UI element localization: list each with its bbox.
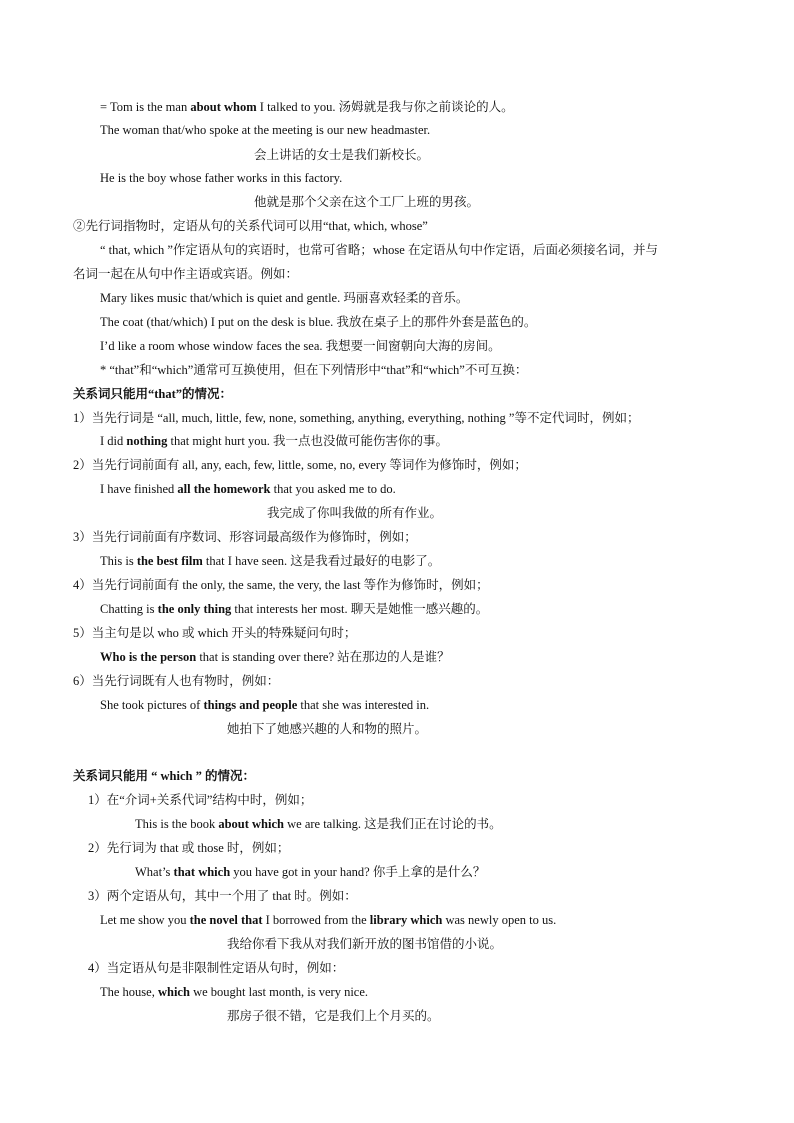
text-run: 那房子很不错，它是我们上个月买的。 xyxy=(227,1009,440,1023)
bold-text: the only thing xyxy=(157,602,232,616)
bold-text: Who is the person xyxy=(100,650,197,664)
text-run: The house, xyxy=(100,985,158,999)
text-run: that is standing over there? 站在那边的人是谁？ xyxy=(196,650,450,664)
translation-line xyxy=(227,720,427,738)
example-line xyxy=(100,696,429,714)
text-run: 4）当先行词前面有 the only, the same, the very, the last 等作为修饰时，例如； xyxy=(73,578,489,592)
text-run: 1）在“介词+关系代词”结构中时，例如； xyxy=(88,793,313,807)
example-line xyxy=(100,648,450,666)
text-run: you have got in your hand? 你手上拿的是什么？ xyxy=(230,865,486,879)
text-run: 她拍下了她感兴趣的人和物的照片。 xyxy=(227,722,428,736)
text-run: Mary likes music that/which is quiet and gentle. 玛丽喜欢轻柔的音乐。 xyxy=(100,291,469,305)
text-run: Let me show you xyxy=(100,913,190,927)
example-line xyxy=(100,983,368,1001)
translation-line xyxy=(227,935,502,953)
text-run: He is the boy whose father works in this factory. xyxy=(100,171,343,185)
rule-line xyxy=(73,624,356,642)
text-run: ②先行词指物时，定语从句的关系代词可以用“that, which, whose” xyxy=(73,219,428,233)
text-run: we are talking. 这是我们正在讨论的书。 xyxy=(284,817,502,831)
text-run: we bought last month, is very nice. xyxy=(189,985,369,999)
bold-text: all the homework xyxy=(177,482,271,496)
example-line xyxy=(135,863,485,881)
example-line xyxy=(100,600,488,618)
text-run: 名词一起在从句中作主语或宾语。例如： xyxy=(73,267,299,281)
rule-line xyxy=(73,528,417,546)
text-run: 1）当先行词是 “all, much, little, few, none, something, anything, everything, nothing ”等不定代词时，例如； xyxy=(73,411,640,425)
text-run: What’s xyxy=(135,865,174,879)
translation-line xyxy=(254,146,429,164)
example-line xyxy=(100,432,448,450)
text-run: 2）先行词为 that 或 those 时，例如； xyxy=(88,841,290,855)
translation-line xyxy=(227,1007,440,1025)
bold-text: which xyxy=(157,985,190,999)
bold-text: nothing xyxy=(126,434,168,448)
bold-text: library which xyxy=(369,913,443,927)
bold-text: the best film xyxy=(136,554,203,568)
text-run: 我完成了你叫我做的所有作业。 xyxy=(267,506,443,520)
bold-text: 关系词只能用“that”的情况： xyxy=(73,387,233,401)
text-run: that she was interested in. xyxy=(297,698,430,712)
text-run: * “that”和“which”通常可互换使用，但在下列情形中“that”和“which”不可互换： xyxy=(100,363,528,377)
text-run: 3）两个定语从句，其中一个用了 that 时。例如： xyxy=(88,889,357,903)
example-line xyxy=(100,337,501,355)
example-line xyxy=(100,98,514,116)
rule-line xyxy=(88,791,312,809)
rule-line xyxy=(88,839,289,857)
section-heading-that xyxy=(73,385,232,403)
text-run: that might hurt you. 我一点也没做可能伤害你的事。 xyxy=(167,434,448,448)
text-run: 2）当先行词前面有 all, any, each, few, little, some, no, every 等词作为修饰时，例如； xyxy=(73,458,527,472)
rule-line xyxy=(100,241,658,259)
example-line xyxy=(100,121,430,139)
section-heading-which xyxy=(73,767,255,785)
text-run: She took pictures of xyxy=(100,698,204,712)
text-run: “ that, which ”作定语从句的宾语时，也常可省略；whose 在定语从句中作定语，后面必须接名词，并与 xyxy=(100,243,658,257)
text-run: 我给你看下我从对我们新开放的图书馆借的小说。 xyxy=(227,937,503,951)
rule-line xyxy=(88,887,357,905)
bold-text: about whom xyxy=(190,100,257,114)
text-run: The coat (that/which) I put on the desk is blue. 我放在桌子上的那件外套是蓝色的。 xyxy=(100,315,537,329)
text-run: 会上讲话的女士是我们新校长。 xyxy=(254,148,430,162)
text-run: Chatting is xyxy=(100,602,158,616)
bold-text: about which xyxy=(218,817,284,831)
text-run: 5）当主句是以 who 或 which 开头的特殊疑问句时； xyxy=(73,626,357,640)
bold-text: things and people xyxy=(203,698,298,712)
bold-text: 关系词只能用 “ which ” 的情况： xyxy=(73,769,255,783)
text-run: that I have seen. 这是我看过最好的电影了。 xyxy=(202,554,441,568)
example-line xyxy=(100,911,556,929)
text-run: I borrowed from the xyxy=(262,913,370,927)
note-line xyxy=(100,361,527,379)
rule-line xyxy=(73,409,639,427)
translation-line xyxy=(267,504,442,522)
text-run: that you asked me to do. xyxy=(270,482,396,496)
rule-line xyxy=(73,672,279,690)
text-run: This is xyxy=(100,554,137,568)
text-run: 4）当定语从句是非限制性定语从句时，例如： xyxy=(88,961,345,975)
rule-line xyxy=(73,456,527,474)
text-run: The woman that/who spoke at the meeting is our new headmaster. xyxy=(100,123,431,137)
example-line xyxy=(100,313,536,331)
text-run: I’d like a room whose window faces the sea. 我想要一间窗朝向大海的房间。 xyxy=(100,339,501,353)
text-run: I have finished xyxy=(100,482,178,496)
text-run: was newly open to us. xyxy=(442,913,557,927)
text-run: 6）当先行词既有人也有物时，例如： xyxy=(73,674,280,688)
text-run: = Tom is the man xyxy=(100,100,191,114)
text-run: I talked to you. 汤姆就是我与你之前谈论的人。 xyxy=(256,100,514,114)
text-run: This is the book xyxy=(135,817,219,831)
rule-line xyxy=(88,959,344,977)
text-run: 3）当先行词前面有序数词、形容词最高级作为修饰时，例如； xyxy=(73,530,417,544)
example-line xyxy=(100,480,396,498)
rule-line xyxy=(73,265,298,283)
text-run: that interests her most. 聊天是她惟一感兴趣的。 xyxy=(231,602,489,616)
rule-line xyxy=(73,217,428,235)
example-line xyxy=(100,289,468,307)
example-line xyxy=(135,815,502,833)
bold-text: that which xyxy=(173,865,231,879)
example-line xyxy=(100,169,342,187)
text-run: I did xyxy=(100,434,127,448)
text-run: 他就是那个父亲在这个工厂上班的男孩。 xyxy=(254,195,480,209)
translation-line xyxy=(254,193,479,211)
example-line xyxy=(100,552,440,570)
rule-line xyxy=(73,576,489,594)
bold-text: the novel that xyxy=(189,913,263,927)
